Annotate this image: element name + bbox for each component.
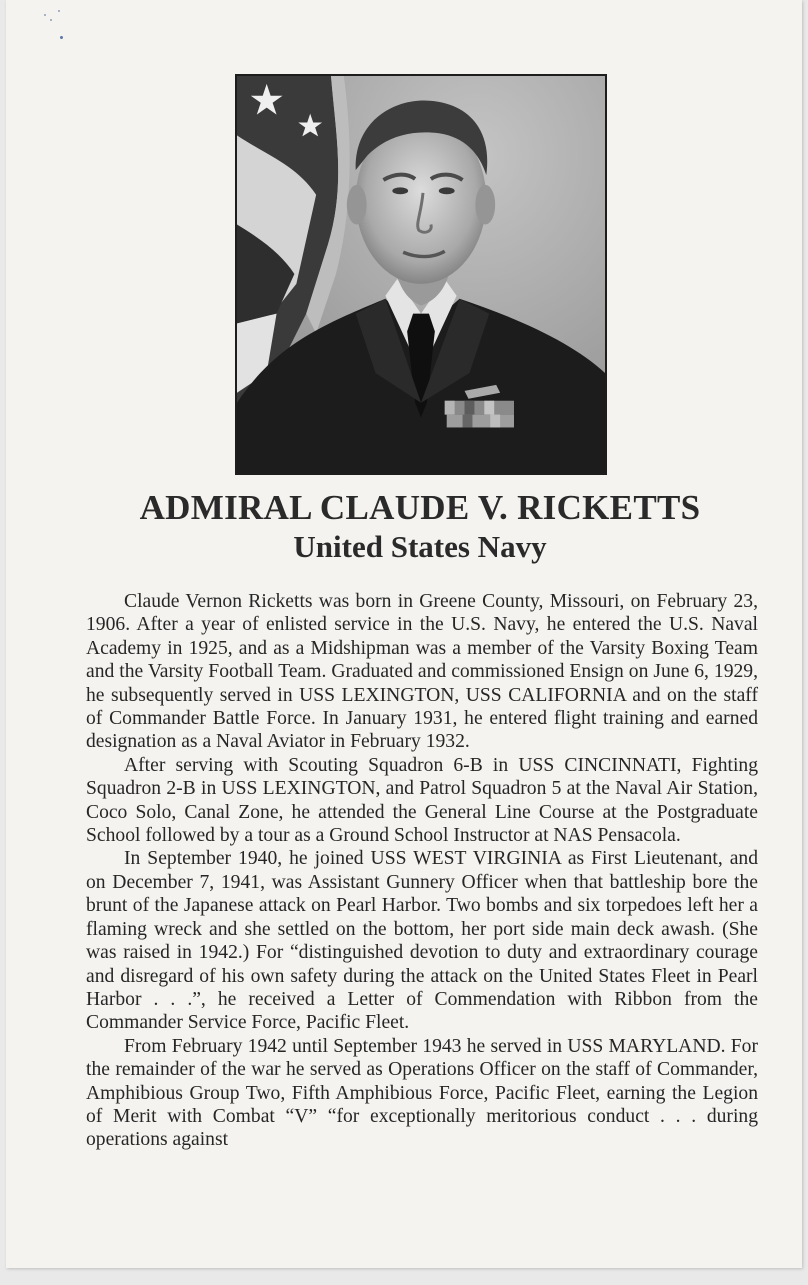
speck <box>50 19 52 21</box>
page-subtitle: United States Navy <box>293 529 547 564</box>
bio-paragraph: Claude Vernon Ricketts was born in Greene County, Missouri, on February 23, 1906. After a year of enlisted service in the U.S. Navy, he entered the U.S. Naval Academy in 1925, and as a Midshipman was a member of the Varsity Boxing Team and the Varsity Football Team. Graduated and commissioned Ensign on June 6, 1929, he subsequently served in USS LEXINGTON, USS CALIFORNIA and on the staff of Commander Battle Force. In January 1931, he entered flight training and earned designation as a Naval Aviator in February 1932. <box>86 591 758 753</box>
speck <box>60 36 63 39</box>
speck <box>58 10 60 12</box>
bio-paragraph: From February 1942 until September 1943 he served in USS MARYLAND. For the remainder of the war he served as Operations Officer on the staff of Commander, Amphibious Group Two, Fifth Amphibious Force, Pacific Fleet, earning the Legion of Merit with Combat “V” “for exceptionally meritorious conduct . . . during operations against <box>86 1035 758 1151</box>
bio-paragraph: In September 1940, he joined USS WEST VIRGINIA as First Lieutenant, and on December 7, 1941, was Assistant Gunnery Officer when that battleship bore the brunt of the Japanese attack on Pearl Harbor. Two bombs and six torpedoes left her a flaming wreck and she settled on the bottom, her port side main deck awash. (She was raised in 1942.) For “distinguished devotion to duty and extraordinary courage and disregard of his own safety during the attack on the United States Fleet in Pearl Harbor . . .”, he received a Letter of Commendation with Ribbon from the Commander Service Force, Pacific Fleet. <box>86 848 758 1034</box>
biography-text <box>86 590 758 1152</box>
bio-paragraph: After serving with Scouting Squadron 6-B in USS CINCINNATI, Fighting Squadron 2-B in USS LEXINGTON, and Patrol Squadron 5 at the Naval Air Station, Coco Solo, Canal Zone, he attended the General Line Course at the Postgraduate School followed by a tour as a Ground School Instructor at NAS Pensacola. <box>86 754 758 847</box>
speck <box>44 14 46 16</box>
document-page <box>6 0 802 1268</box>
page-title: ADMIRAL CLAUDE V. RICKETTS <box>139 488 701 527</box>
paper-specks <box>44 10 74 40</box>
portrait-photo <box>235 74 607 475</box>
portrait-image <box>237 76 605 473</box>
